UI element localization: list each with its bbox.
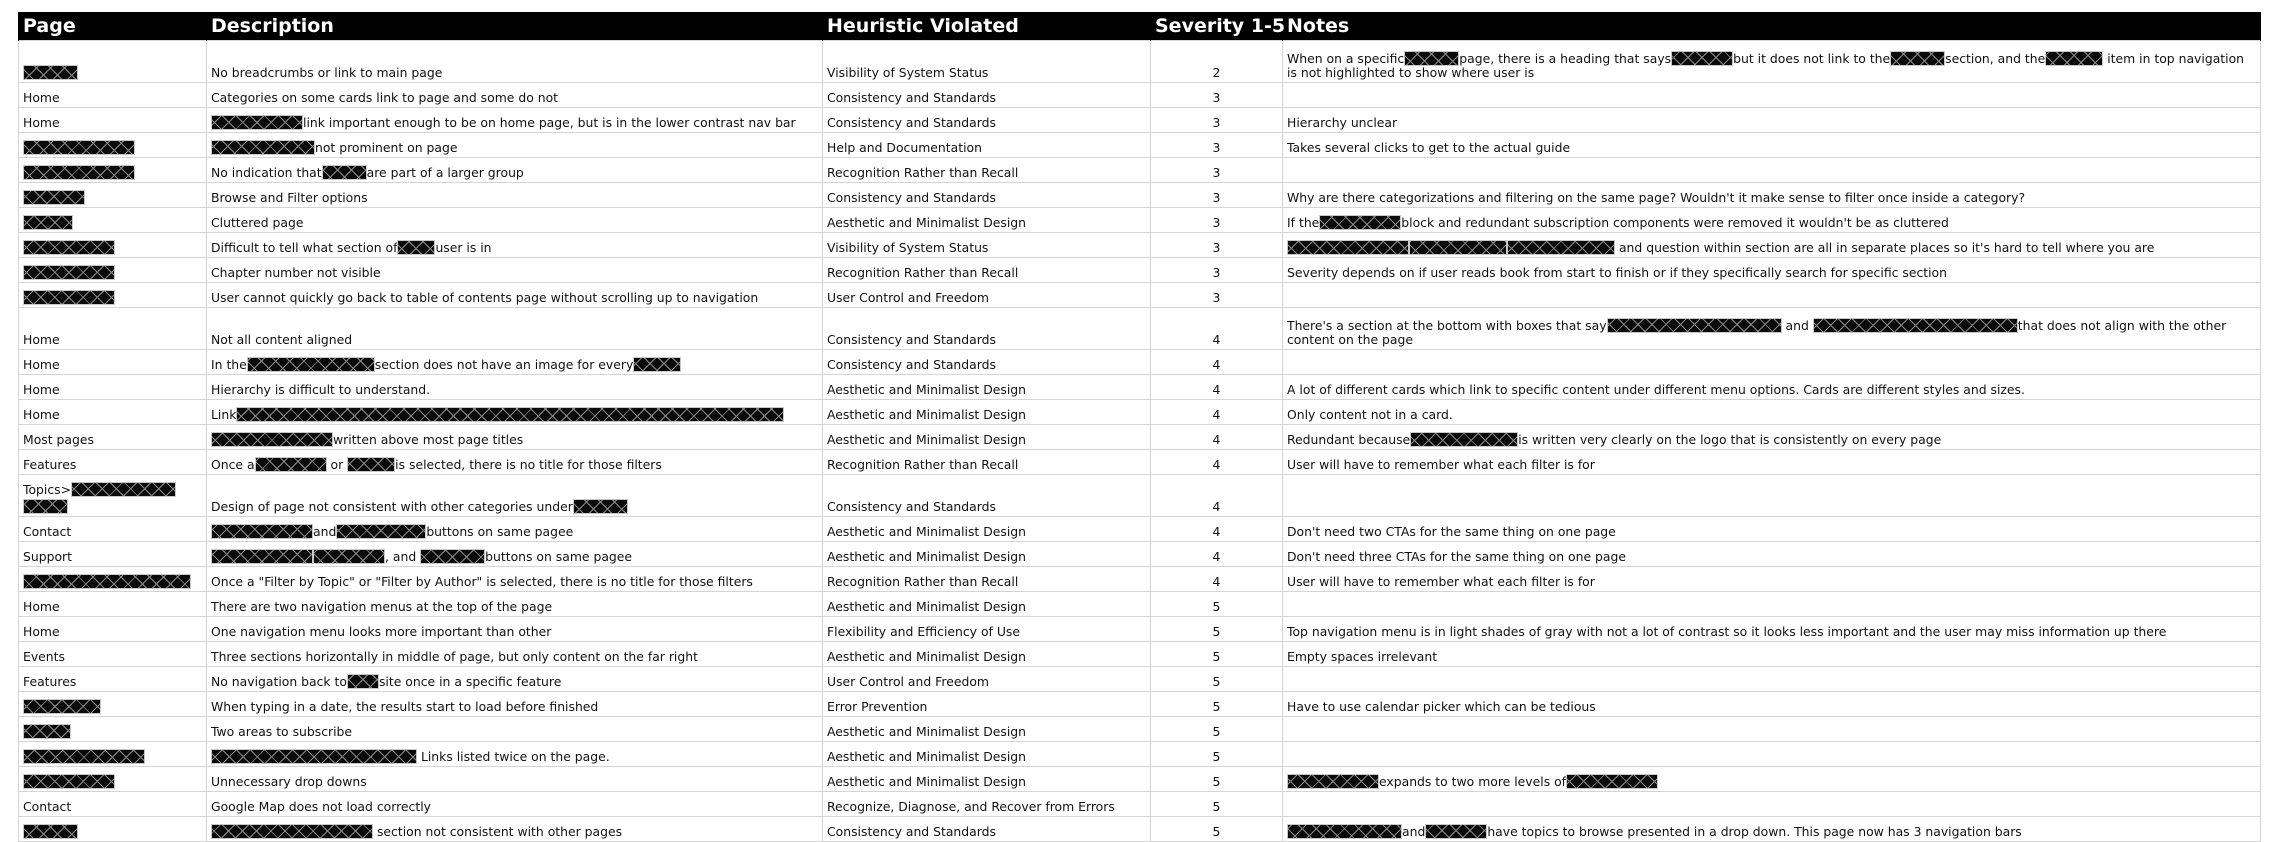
cell-severity[interactable]: 5 bbox=[1151, 817, 1283, 842]
cell-page[interactable]: Support bbox=[19, 542, 207, 567]
cell-description[interactable]: Hierarchy is difficult to understand. bbox=[207, 375, 823, 400]
cell-heuristic[interactable]: Consistency and Standards bbox=[823, 817, 1151, 842]
redacted-block bbox=[23, 240, 115, 255]
cell-page[interactable]: Contact bbox=[19, 517, 207, 542]
cell-heuristic[interactable]: Aesthetic and Minimalist Design bbox=[823, 742, 1151, 767]
cell-heuristic[interactable]: Recognition Rather than Recall bbox=[823, 258, 1151, 283]
cell-page[interactable] bbox=[19, 208, 207, 233]
redacted-block bbox=[2045, 51, 2103, 66]
redacted-block bbox=[313, 549, 385, 564]
cell-description[interactable]: not prominent on page bbox=[207, 133, 823, 158]
cell-severity[interactable]: 4 bbox=[1151, 350, 1283, 375]
cell-severity[interactable]: 4 bbox=[1151, 308, 1283, 350]
cell-description[interactable]: and buttons on same pagee bbox=[207, 517, 823, 542]
header-row bbox=[19, 12, 2261, 41]
redacted-block bbox=[336, 524, 426, 539]
redacted-block bbox=[211, 140, 315, 155]
table-row bbox=[19, 208, 2261, 233]
cell-heuristic[interactable]: Visibility of System Status bbox=[823, 41, 1151, 83]
table-row bbox=[19, 692, 2261, 717]
cell-severity[interactable]: 4 bbox=[1151, 567, 1283, 592]
table-row bbox=[19, 258, 2261, 283]
redacted-block bbox=[23, 774, 115, 789]
cell-severity[interactable]: 5 bbox=[1151, 592, 1283, 617]
table-row bbox=[19, 767, 2261, 792]
cell-heuristic[interactable]: Recognize, Diagnose, and Recover from Errors bbox=[823, 792, 1151, 817]
cell-severity[interactable]: 5 bbox=[1151, 667, 1283, 692]
cell-severity[interactable]: 3 bbox=[1151, 83, 1283, 108]
cell-heuristic[interactable]: Aesthetic and Minimalist Design bbox=[823, 375, 1151, 400]
redacted-block bbox=[1410, 432, 1518, 447]
cell-page[interactable]: Topics> bbox=[19, 475, 207, 517]
cell-severity[interactable]: 2 bbox=[1151, 41, 1283, 83]
cell-description[interactable]: Once a or is selected, there is no title for those filters bbox=[207, 450, 823, 475]
redacted-block bbox=[23, 574, 191, 589]
cell-notes[interactable]: Don't need three CTAs for the same thing on one page bbox=[1283, 542, 2261, 567]
cell-notes[interactable] bbox=[1283, 83, 2261, 108]
cell-notes[interactable]: When on a specific page, there is a heading that says but it does not link to the section, and the item in top navigation is not highlighted to show where user is bbox=[1283, 41, 2261, 83]
redacted-block bbox=[23, 215, 73, 230]
table-row bbox=[19, 717, 2261, 742]
redacted-block bbox=[1404, 51, 1459, 66]
cell-severity[interactable]: 5 bbox=[1151, 692, 1283, 717]
cell-notes[interactable]: Have to use calendar picker which can be tedious bbox=[1283, 692, 2261, 717]
redacted-block bbox=[1287, 774, 1379, 789]
cell-notes[interactable] bbox=[1283, 350, 2261, 375]
cell-page[interactable] bbox=[19, 767, 207, 792]
cell-heuristic[interactable]: Help and Documentation bbox=[823, 133, 1151, 158]
cell-notes[interactable]: Redundant because is written very clearly on the logo that is consistently on every page bbox=[1283, 425, 2261, 450]
cell-notes[interactable]: There's a section at the bottom with boxes that say and that does not align with the other content on the page bbox=[1283, 308, 2261, 350]
cell-heuristic[interactable]: Aesthetic and Minimalist Design bbox=[823, 767, 1151, 792]
cell-page[interactable] bbox=[19, 817, 207, 842]
cell-severity[interactable]: 4 bbox=[1151, 542, 1283, 567]
header-description[interactable]: Description bbox=[207, 12, 823, 41]
redacted-block bbox=[247, 357, 375, 372]
redacted-block bbox=[211, 115, 303, 130]
redacted-block bbox=[420, 549, 485, 564]
redacted-block bbox=[23, 190, 85, 205]
cell-severity[interactable]: 3 bbox=[1151, 233, 1283, 258]
redacted-block bbox=[211, 749, 417, 764]
table-row bbox=[19, 450, 2261, 475]
cell-page[interactable]: Home bbox=[19, 308, 207, 350]
cell-description[interactable]: Design of page not consistent with other categories under bbox=[207, 475, 823, 517]
cell-severity[interactable]: 3 bbox=[1151, 133, 1283, 158]
cell-notes[interactable]: Severity depends on if user reads book from start to finish or if they specifically search for specific section bbox=[1283, 258, 2261, 283]
cell-heuristic[interactable]: Consistency and Standards bbox=[823, 308, 1151, 350]
cell-notes[interactable]: Why are there categorizations and filtering on the same page? Wouldn't it make sense to filter once inside a category? bbox=[1283, 183, 2261, 208]
cell-description[interactable]: Links listed twice on the page. bbox=[207, 742, 823, 767]
redacted-block bbox=[573, 499, 628, 514]
cell-heuristic[interactable]: Visibility of System Status bbox=[823, 233, 1151, 258]
cell-description[interactable]: Unnecessary drop downs bbox=[207, 767, 823, 792]
table-row bbox=[19, 283, 2261, 308]
cell-description[interactable]: Link bbox=[207, 400, 823, 425]
redacted-block bbox=[23, 265, 115, 280]
redacted-block bbox=[1425, 824, 1487, 839]
table-row bbox=[19, 83, 2261, 108]
cell-description[interactable]: Two areas to subscribe bbox=[207, 717, 823, 742]
cell-severity[interactable]: 4 bbox=[1151, 475, 1283, 517]
cell-notes[interactable]: User will have to remember what each filter is for bbox=[1283, 567, 2261, 592]
cell-notes[interactable] bbox=[1283, 667, 2261, 692]
redacted-block bbox=[633, 357, 681, 372]
redacted-block bbox=[23, 724, 71, 739]
cell-notes[interactable] bbox=[1283, 158, 2261, 183]
cell-page[interactable]: Features bbox=[19, 450, 207, 475]
cell-severity[interactable]: 5 bbox=[1151, 792, 1283, 817]
table-row bbox=[19, 400, 2261, 425]
redacted-block bbox=[23, 290, 115, 305]
cell-notes[interactable]: Don't need two CTAs for the same thing on one page bbox=[1283, 517, 2261, 542]
redacted-block bbox=[1287, 240, 1409, 255]
cell-notes[interactable]: Empty spaces irrelevant bbox=[1283, 642, 2261, 667]
cell-severity[interactable]: 4 bbox=[1151, 375, 1283, 400]
cell-heuristic[interactable]: Flexibility and Efficiency of Use bbox=[823, 617, 1151, 642]
redacted-block bbox=[1287, 824, 1402, 839]
cell-description[interactable]: Chapter number not visible bbox=[207, 258, 823, 283]
redacted-block bbox=[1409, 240, 1507, 255]
cell-severity[interactable]: 4 bbox=[1151, 425, 1283, 450]
redacted-block bbox=[322, 165, 367, 180]
cell-heuristic[interactable]: User Control and Freedom bbox=[823, 667, 1151, 692]
header-notes[interactable]: Notes bbox=[1283, 12, 2261, 41]
cell-severity[interactable]: 5 bbox=[1151, 717, 1283, 742]
redacted-block bbox=[1319, 215, 1401, 230]
redacted-block bbox=[255, 457, 327, 472]
redacted-block bbox=[236, 407, 784, 422]
redacted-block bbox=[23, 749, 145, 764]
cell-notes[interactable]: A lot of different cards which link to specific content under different menu options. Cards are different styles and sizes. bbox=[1283, 375, 2261, 400]
cell-notes[interactable]: Top navigation menu is in light shades of gray with not a lot of contrast so it looks less important and the user may miss information up there bbox=[1283, 617, 2261, 642]
cell-severity[interactable]: 3 bbox=[1151, 108, 1283, 133]
cell-notes[interactable]: If the block and redundant subscription components were removed it wouldn't be as cluttered bbox=[1283, 208, 2261, 233]
cell-heuristic[interactable]: Consistency and Standards bbox=[823, 83, 1151, 108]
cell-notes[interactable] bbox=[1283, 592, 2261, 617]
cell-severity[interactable]: 5 bbox=[1151, 742, 1283, 767]
cell-notes[interactable]: and have topics to browse presented in a drop down. This page now has 3 navigation bars bbox=[1283, 817, 2261, 842]
cell-description[interactable]: link important enough to be on home page, but is in the lower contrast nav bar bbox=[207, 108, 823, 133]
cell-page[interactable] bbox=[19, 717, 207, 742]
cell-heuristic[interactable]: Aesthetic and Minimalist Design bbox=[823, 542, 1151, 567]
cell-severity[interactable]: 3 bbox=[1151, 208, 1283, 233]
header-heuristic[interactable]: Heuristic Violated bbox=[823, 12, 1151, 41]
cell-heuristic[interactable]: Aesthetic and Minimalist Design bbox=[823, 208, 1151, 233]
table-row bbox=[19, 108, 2261, 133]
cell-notes[interactable]: Takes several clicks to get to the actual guide bbox=[1283, 133, 2261, 158]
cell-description[interactable]: Three sections horizontally in middle of page, but only content on the far right bbox=[207, 642, 823, 667]
redacted-block bbox=[347, 457, 395, 472]
cell-description[interactable]: User cannot quickly go back to table of contents page without scrolling up to navigation bbox=[207, 283, 823, 308]
cell-notes[interactable]: and question within section are all in separate places so it's hard to tell where you are bbox=[1283, 233, 2261, 258]
table-row bbox=[19, 542, 2261, 567]
cell-description[interactable]: In the section does not have an image for every bbox=[207, 350, 823, 375]
cell-notes[interactable]: User will have to remember what each filter is for bbox=[1283, 450, 2261, 475]
table-row bbox=[19, 308, 2261, 350]
cell-severity[interactable]: 4 bbox=[1151, 517, 1283, 542]
cell-page[interactable]: Home bbox=[19, 83, 207, 108]
cell-notes[interactable] bbox=[1283, 792, 2261, 817]
cell-heuristic[interactable]: User Control and Freedom bbox=[823, 283, 1151, 308]
cell-severity[interactable]: 4 bbox=[1151, 400, 1283, 425]
cell-notes[interactable] bbox=[1283, 742, 2261, 767]
cell-page[interactable] bbox=[19, 233, 207, 258]
cell-description[interactable]: No indication that are part of a larger group bbox=[207, 158, 823, 183]
cell-severity[interactable]: 5 bbox=[1151, 617, 1283, 642]
cell-page[interactable] bbox=[19, 41, 207, 83]
header-page[interactable]: Page bbox=[19, 12, 207, 41]
cell-page[interactable]: Most pages bbox=[19, 425, 207, 450]
table-row bbox=[19, 375, 2261, 400]
redacted-block bbox=[1607, 318, 1782, 333]
redacted-block bbox=[211, 824, 373, 839]
cell-page[interactable] bbox=[19, 133, 207, 158]
cell-heuristic[interactable]: Recognition Rather than Recall bbox=[823, 450, 1151, 475]
table-row bbox=[19, 133, 2261, 158]
table-row bbox=[19, 517, 2261, 542]
table-row bbox=[19, 592, 2261, 617]
cell-heuristic[interactable]: Recognition Rather than Recall bbox=[823, 158, 1151, 183]
cell-description[interactable]: Not all content aligned bbox=[207, 308, 823, 350]
redacted-block bbox=[1890, 51, 1945, 66]
heuristic-evaluation-table bbox=[18, 12, 2261, 842]
redacted-block bbox=[23, 499, 68, 514]
table-row bbox=[19, 817, 2261, 842]
redacted-block bbox=[23, 140, 135, 155]
cell-severity[interactable]: 5 bbox=[1151, 642, 1283, 667]
cell-description[interactable]: No breadcrumbs or link to main page bbox=[207, 41, 823, 83]
cell-description[interactable]: There are two navigation menus at the top of the page bbox=[207, 592, 823, 617]
cell-severity[interactable]: 3 bbox=[1151, 283, 1283, 308]
cell-heuristic[interactable]: Consistency and Standards bbox=[823, 108, 1151, 133]
cell-severity[interactable]: 3 bbox=[1151, 258, 1283, 283]
table-row bbox=[19, 567, 2261, 592]
cell-description[interactable]: Once a "Filter by Topic" or "Filter by Author" is selected, there is no title for those filters bbox=[207, 567, 823, 592]
cell-description[interactable]: , and buttons on same pagee bbox=[207, 542, 823, 567]
table-row bbox=[19, 158, 2261, 183]
redacted-block bbox=[211, 432, 333, 447]
cell-severity[interactable]: 4 bbox=[1151, 450, 1283, 475]
table-row bbox=[19, 642, 2261, 667]
cell-page[interactable]: Home bbox=[19, 350, 207, 375]
cell-description[interactable]: When typing in a date, the results start to load before finished bbox=[207, 692, 823, 717]
table-row bbox=[19, 475, 2261, 517]
table-row bbox=[19, 742, 2261, 767]
cell-notes[interactable]: expands to two more levels of bbox=[1283, 767, 2261, 792]
redacted-block bbox=[347, 674, 379, 689]
redacted-block bbox=[1566, 774, 1658, 789]
redacted-block bbox=[211, 549, 313, 564]
cell-page[interactable]: Home bbox=[19, 375, 207, 400]
cell-severity[interactable]: 3 bbox=[1151, 158, 1283, 183]
cell-description[interactable]: Browse and Filter options bbox=[207, 183, 823, 208]
cell-page[interactable]: Home bbox=[19, 400, 207, 425]
redacted-block bbox=[23, 699, 101, 714]
redacted-block bbox=[211, 524, 313, 539]
cell-page[interactable] bbox=[19, 158, 207, 183]
cell-description[interactable]: Difficult to tell what section of user is in bbox=[207, 233, 823, 258]
cell-page[interactable] bbox=[19, 258, 207, 283]
cell-heuristic[interactable]: Aesthetic and Minimalist Design bbox=[823, 592, 1151, 617]
cell-notes[interactable] bbox=[1283, 283, 2261, 308]
redacted-block bbox=[23, 65, 78, 80]
cell-heuristic[interactable]: Aesthetic and Minimalist Design bbox=[823, 400, 1151, 425]
cell-heuristic[interactable]: Aesthetic and Minimalist Design bbox=[823, 517, 1151, 542]
cell-heuristic[interactable]: Aesthetic and Minimalist Design bbox=[823, 642, 1151, 667]
cell-page[interactable] bbox=[19, 742, 207, 767]
cell-notes[interactable] bbox=[1283, 717, 2261, 742]
redacted-block bbox=[397, 240, 435, 255]
cell-heuristic[interactable]: Consistency and Standards bbox=[823, 350, 1151, 375]
cell-notes[interactable] bbox=[1283, 475, 2261, 517]
redacted-block bbox=[71, 482, 176, 497]
cell-heuristic[interactable]: Recognition Rather than Recall bbox=[823, 567, 1151, 592]
table-row bbox=[19, 233, 2261, 258]
table-row bbox=[19, 41, 2261, 83]
table-row bbox=[19, 792, 2261, 817]
cell-page[interactable] bbox=[19, 567, 207, 592]
cell-page[interactable]: Events bbox=[19, 642, 207, 667]
cell-description[interactable]: One navigation menu looks more important than other bbox=[207, 617, 823, 642]
redacted-block bbox=[23, 165, 135, 180]
redacted-block bbox=[23, 824, 78, 839]
cell-page[interactable] bbox=[19, 692, 207, 717]
table-row bbox=[19, 183, 2261, 208]
cell-notes[interactable]: Hierarchy unclear bbox=[1283, 108, 2261, 133]
cell-page[interactable]: Features bbox=[19, 667, 207, 692]
cell-page[interactable]: Contact bbox=[19, 792, 207, 817]
cell-description[interactable]: Categories on some cards link to page and some do not bbox=[207, 83, 823, 108]
cell-page[interactable] bbox=[19, 183, 207, 208]
table-row bbox=[19, 425, 2261, 450]
cell-page[interactable]: Home bbox=[19, 108, 207, 133]
cell-description[interactable]: Cluttered page bbox=[207, 208, 823, 233]
cell-page[interactable]: Home bbox=[19, 617, 207, 642]
cell-heuristic[interactable]: Aesthetic and Minimalist Design bbox=[823, 717, 1151, 742]
cell-description[interactable]: Google Map does not load correctly bbox=[207, 792, 823, 817]
redacted-block bbox=[1507, 240, 1615, 255]
redacted-block bbox=[1813, 318, 2018, 333]
cell-description[interactable]: written above most page titles bbox=[207, 425, 823, 450]
cell-severity[interactable]: 3 bbox=[1151, 183, 1283, 208]
header-severity[interactable]: Severity 1-5 bbox=[1151, 12, 1283, 41]
cell-notes[interactable]: Only content not in a card. bbox=[1283, 400, 2261, 425]
cell-heuristic[interactable]: Aesthetic and Minimalist Design bbox=[823, 425, 1151, 450]
cell-page[interactable]: Home bbox=[19, 592, 207, 617]
cell-severity[interactable]: 5 bbox=[1151, 767, 1283, 792]
table-row bbox=[19, 667, 2261, 692]
table-row bbox=[19, 617, 2261, 642]
cell-description[interactable]: No navigation back to site once in a specific feature bbox=[207, 667, 823, 692]
cell-heuristic[interactable]: Consistency and Standards bbox=[823, 475, 1151, 517]
cell-page[interactable] bbox=[19, 283, 207, 308]
redacted-block bbox=[1671, 51, 1733, 66]
cell-heuristic[interactable]: Consistency and Standards bbox=[823, 183, 1151, 208]
cell-description[interactable]: section not consistent with other pages bbox=[207, 817, 823, 842]
cell-heuristic[interactable]: Error Prevention bbox=[823, 692, 1151, 717]
table-row bbox=[19, 350, 2261, 375]
